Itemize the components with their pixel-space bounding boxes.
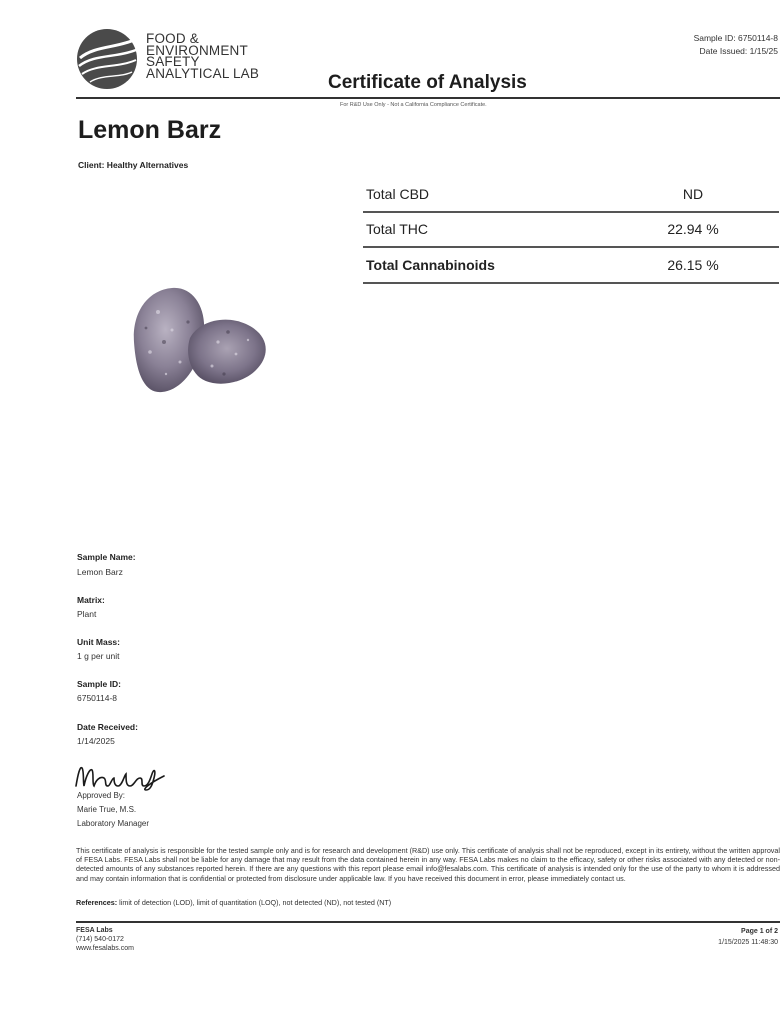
- header-sample-id: Sample ID: 6750114-8: [693, 33, 778, 43]
- footer-website: www.fesalabs.com: [76, 945, 134, 952]
- approved-by-label: Approved By:: [77, 791, 126, 800]
- lab-logo-icon: [76, 28, 138, 90]
- lab-name-line: FOOD &: [146, 31, 199, 46]
- sample-id-value: 6750114-8: [77, 693, 118, 703]
- summary-value: 22.94 %: [667, 221, 719, 237]
- summary-label: Total THC: [366, 221, 428, 237]
- sample-id-label: Sample ID:: [77, 679, 121, 689]
- references: [76, 898, 780, 907]
- references-text: limit of detection (LOD), limit of quantitation (LOQ), not detected (ND), not tested (NT): [119, 898, 392, 907]
- summary-label: Total CBD: [366, 186, 430, 202]
- rd-use-note: For R&D Use Only - Not a California Compliance Certificate.: [340, 102, 487, 108]
- document-title: Certificate of Analysis: [328, 72, 527, 93]
- approver-name: Marie True, M.S.: [77, 805, 137, 814]
- summary-row-total-cannabinoids: [363, 249, 779, 284]
- sample-name-value: Lemon Barz: [77, 567, 123, 577]
- approver-role: Laboratory Manager: [77, 819, 150, 828]
- product-photo: [128, 282, 274, 398]
- references-label: References:: [76, 898, 118, 907]
- unit-mass-value: 1 g per unit: [77, 651, 120, 661]
- summary-label: Total Cannabinoids: [366, 257, 495, 273]
- header-divider: [76, 97, 780, 99]
- client-name: Client: Healthy Alternatives: [78, 160, 189, 170]
- unit-mass-label: Unit Mass:: [77, 637, 120, 647]
- footer-phone: (714) 540-0172: [76, 936, 124, 943]
- footer-page-info: [718, 926, 778, 948]
- disclaimer-text: This certificate of analysis is responsible for the tested sample only and is for research and development (R&D) use only. This certificate of analysis shall not be reproduced, except in its entirety, without the written approval of FESA Labs. FESA Labs shall not be liable for any damage that may result from the data contained herein in any way. FESA Labs makes no claim to the efficacy, safety or other risks associated with any detected or non-detected amounts of any substances reported herein. If there are any questions with this report please email info@fesalabs.com. This certificate of analysis is intended only for the use of the party to whom it is addressed and may contain information that is confidential or protected from disclosure under applicable law. If you have received this document in error, please immediately contact us.: [76, 846, 780, 883]
- summary-value: ND: [682, 186, 704, 202]
- header-date-issued: Date Issued: 1/15/25: [699, 46, 778, 56]
- footer-divider: [76, 921, 780, 923]
- summary-row-total-thc: [363, 213, 779, 248]
- lab-name: [146, 33, 259, 79]
- lab-name-line: ENVIRONMENT: [146, 42, 248, 58]
- sample-name-label: Sample Name:: [77, 552, 136, 562]
- date-received-label: Date Received:: [77, 722, 138, 732]
- matrix-value: Plant: [77, 609, 97, 619]
- summary-value: 26.15 %: [667, 257, 719, 273]
- lab-name-line: ANALYTICAL LAB: [146, 65, 260, 81]
- approver-signature: [74, 760, 166, 792]
- summary-row-total-cbd: [363, 178, 779, 213]
- product-name: Lemon Barz: [78, 116, 222, 144]
- footer-timestamp: 1/15/2025 11:48:30: [718, 939, 778, 946]
- date-received-value: 1/14/2025: [77, 736, 115, 746]
- matrix-label: Matrix:: [77, 595, 105, 605]
- sample-meta: [694, 32, 778, 58]
- page-number: Page 1 of 2: [741, 928, 778, 935]
- footer-company: FESA Labs: [76, 927, 113, 934]
- footer-company-info: [76, 926, 134, 953]
- lab-name-line: SAFETY: [146, 54, 200, 69]
